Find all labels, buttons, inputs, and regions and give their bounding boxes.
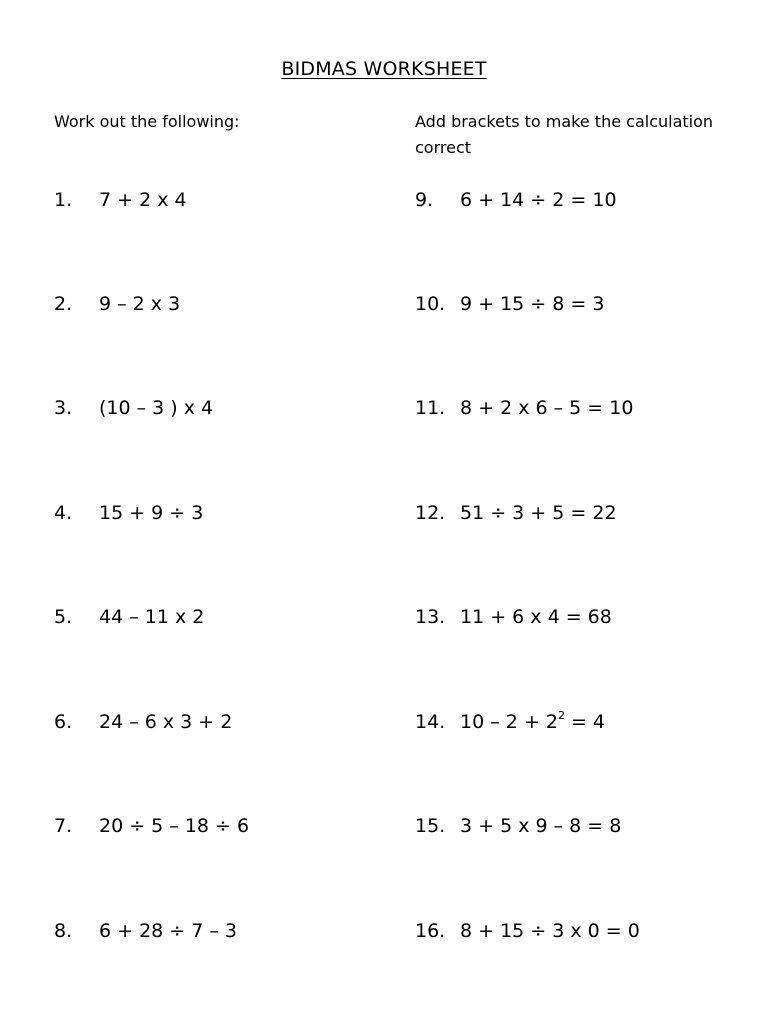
question-number: 15. xyxy=(415,815,446,837)
question-expression: 8 + 2 x 6 – 5 = 10 xyxy=(460,397,634,419)
question-expression: 9 + 15 ÷ 8 = 3 xyxy=(460,293,605,315)
expression-result: = 4 xyxy=(564,711,606,733)
question-expression: 11 + 6 x 4 = 68 xyxy=(460,606,612,628)
question-number: 2. xyxy=(54,293,73,315)
question-expression: 6 + 28 ÷ 7 – 3 xyxy=(99,920,238,942)
question-number: 4. xyxy=(54,502,73,524)
question-expression: 8 + 15 ÷ 3 x 0 = 0 xyxy=(460,920,640,942)
question-number: 6. xyxy=(54,711,73,733)
question-expression: 3 + 5 x 9 – 8 = 8 xyxy=(460,815,622,837)
question-expression: 24 – 6 x 3 + 2 xyxy=(99,711,233,733)
left-instruction: Work out the following: xyxy=(54,112,240,131)
question-expression: 15 + 9 ÷ 3 xyxy=(99,502,204,524)
question-expression: 6 + 14 ÷ 2 = 10 xyxy=(460,189,617,211)
question-number: 12. xyxy=(415,502,446,524)
question-expression: (10 – 3 ) x 4 xyxy=(99,397,214,419)
question-number: 1. xyxy=(54,189,73,211)
question-expression xyxy=(460,709,605,735)
question-number: 13. xyxy=(415,606,446,628)
question-number: 8. xyxy=(54,920,73,942)
exponent: 2 xyxy=(557,709,565,722)
question-number: 10. xyxy=(415,293,446,315)
question-number: 9. xyxy=(415,189,434,211)
worksheet-title: BIDMAS WORKSHEET xyxy=(281,58,487,80)
right-instruction: Add brackets to make the calculation correct xyxy=(415,112,714,157)
question-expression: 51 ÷ 3 + 5 = 22 xyxy=(460,502,617,524)
question-number: 3. xyxy=(54,397,73,419)
question-expression: 44 – 11 x 2 xyxy=(99,606,205,628)
question-number: 14. xyxy=(415,711,446,733)
question-expression: 9 – 2 x 3 xyxy=(99,293,181,315)
question-number: 16. xyxy=(415,920,446,942)
question-number: 5. xyxy=(54,606,73,628)
question-expression: 20 ÷ 5 – 18 ÷ 6 xyxy=(99,815,250,837)
question-number: 11. xyxy=(415,397,446,419)
expression-base: 10 – 2 + 2 xyxy=(460,711,558,733)
question-expression: 7 + 2 x 4 xyxy=(99,189,187,211)
question-number: 7. xyxy=(54,815,73,837)
